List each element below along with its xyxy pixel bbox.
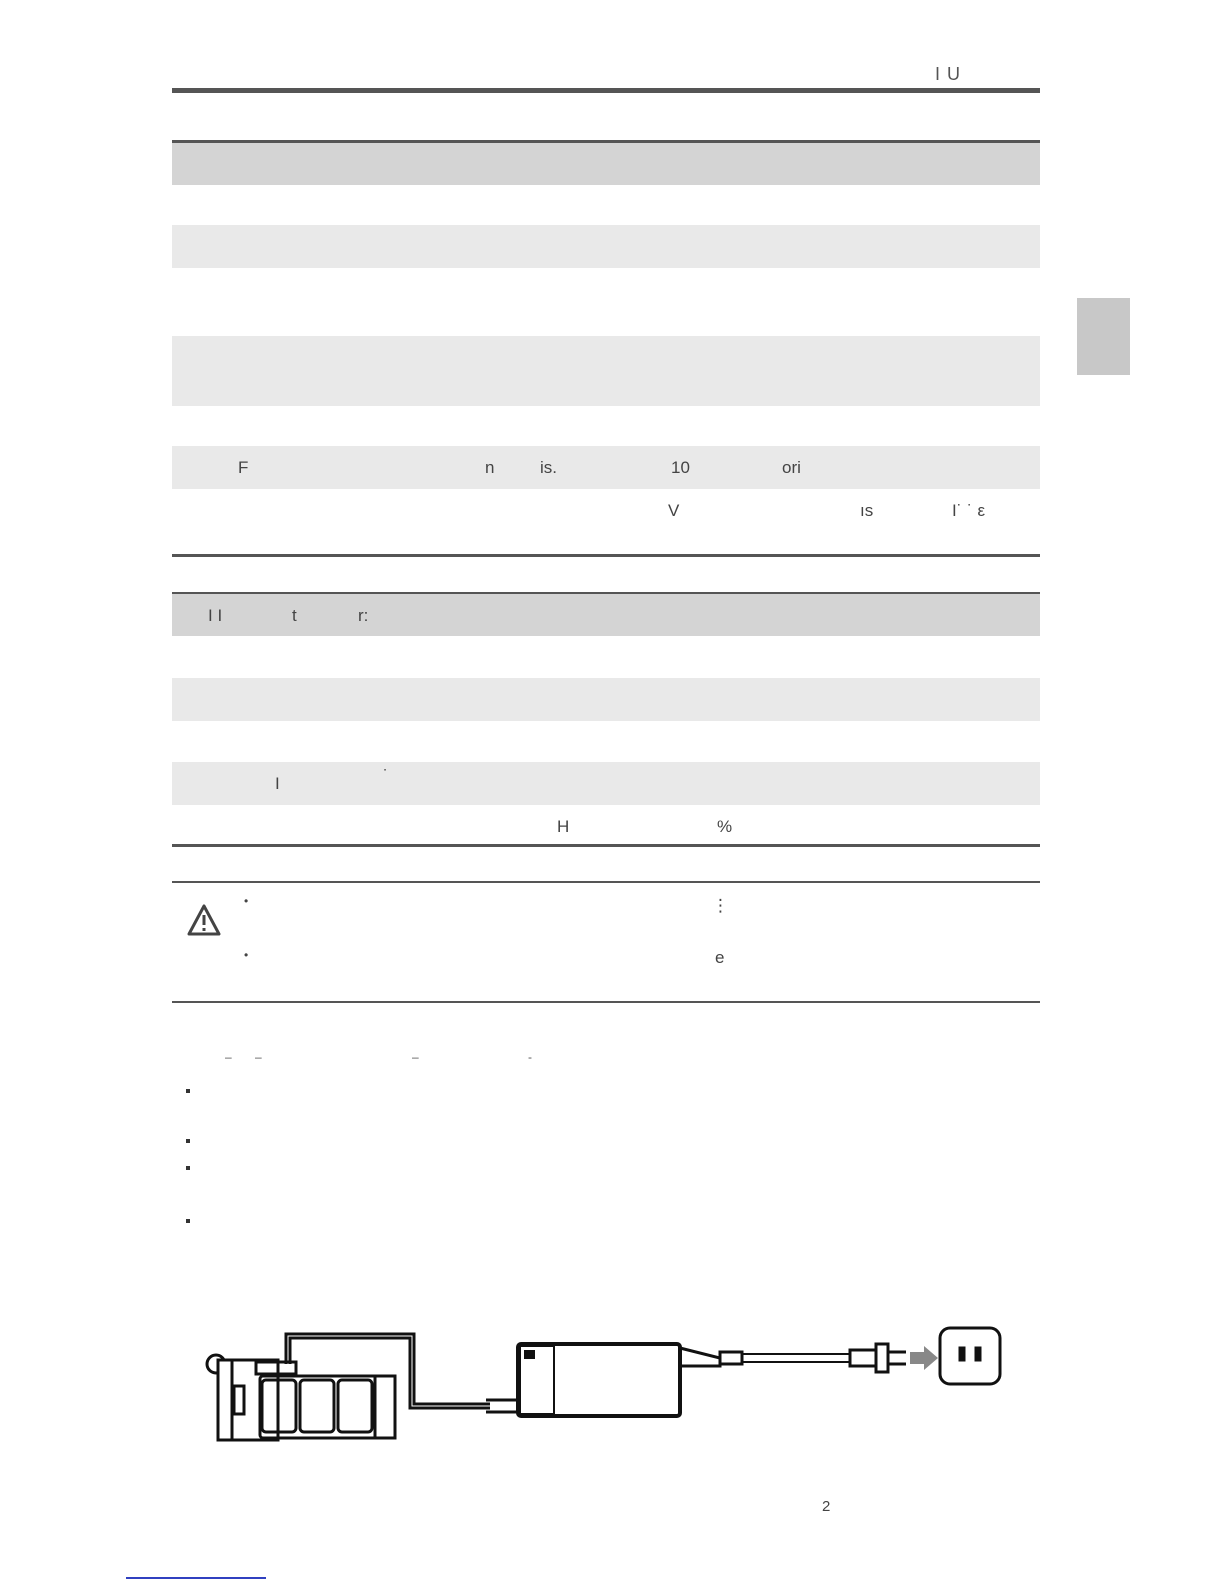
table2-row4-frag-2: ˙ [383,766,389,785]
table1-row5-frag-2: n [485,458,495,477]
section-header-label: I U [935,64,962,84]
table2-row5-frag-1: H [557,817,570,836]
warning-bullet-2: • [244,948,249,962]
warning-item2-frag: e [715,948,725,967]
warning-bullet-1: • [244,894,249,908]
charging-heading-frag-2: ‒ [255,1050,262,1064]
table1-row6-frag-2: ıs [860,501,874,520]
wall-outlet-icon [940,1328,1000,1384]
header-rule [172,88,1040,93]
battery-icon [207,1334,490,1440]
table1-row-4 [172,336,1040,406]
table1-row5-frag-5: ori [782,458,801,477]
table1-row5-frag-1: F [238,458,249,477]
charging-bullet-4 [186,1219,190,1223]
page-number: 2 [822,1498,831,1515]
table1-header-row [172,143,1040,185]
table2-row-5 [172,806,1040,844]
power-plug-icon [720,1344,906,1372]
warning-bottom-rule [172,1001,1040,1003]
charging-bullet-1 [186,1089,190,1093]
table1-row6-frag-3: I˙ ˙ ε [952,501,986,520]
charging-bullet-3 [186,1166,190,1170]
warning-item1-frag: ⋮ [712,896,729,915]
table1-row5-frag-3: is. [540,458,557,477]
table2-row-2 [172,678,1040,721]
table1-row-6 [172,490,1040,552]
table2-row5-frag-2: % [717,817,733,836]
table2-row-4 [172,762,1040,805]
arrow-right-icon [910,1346,938,1370]
table2-header-frag-3: r: [358,606,369,625]
charging-heading-frag-4: - [528,1050,532,1064]
table1-row6-frag-1: V [668,501,680,520]
table1-row5-frag-4: 10 [671,458,690,477]
charging-bullet-2 [186,1139,190,1143]
table2-bottom-rule [172,844,1040,847]
footer-link-underline[interactable] [126,1577,266,1579]
table1-row-2 [172,225,1040,268]
table1-row-5 [172,446,1040,489]
table2-header-row [172,594,1040,636]
charging-illustration [190,1318,1020,1448]
warning-triangle-icon [186,903,222,937]
table2-row4-frag-1: I [275,774,280,793]
table1-bottom-rule [172,554,1040,557]
warning-top-rule [172,881,1040,883]
side-section-tab [1077,298,1130,375]
table2-header-frag-2: t [292,606,297,625]
charging-heading-frag-1: ‒ [225,1050,232,1064]
charging-heading-frag-3: ‒ [412,1050,419,1064]
charging-heading [172,1050,1040,1072]
charger-adapter-icon [486,1344,720,1416]
table2-header-frag-1: I I [208,606,223,625]
